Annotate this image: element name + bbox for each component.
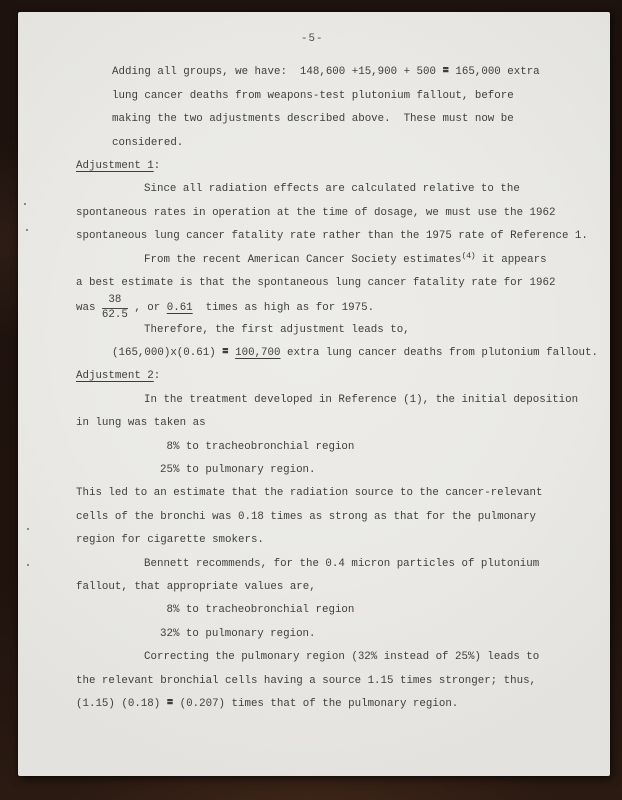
paper-speck: [26, 229, 28, 231]
adj2-line-6: cells of the bronchi was 0.18 times as strong as that for the pulmonary: [76, 510, 537, 523]
approx-equals-sign: =: [166, 697, 174, 710]
adj2-list-item-pulmonary-2: 32% to pulmonary region.: [160, 627, 316, 640]
adj2-line-5: This led to an estimate that the radiation source to the cancer-relevant: [76, 487, 543, 500]
adj1-line-1: Since all radiation effects are calculated relative to the: [144, 183, 520, 196]
heading-adjustment-2: [76, 365, 604, 388]
adj2-line-1: In the treatment developed in Reference (1), the initial deposition: [144, 393, 579, 406]
heading-adjustment-1-label: Adjustment 1: [76, 159, 154, 172]
adj1-line-6-tail: times as high as for 1975.: [192, 302, 375, 315]
adj1-line-8-text: (165,000)x(0.61): [112, 347, 223, 360]
paper-speck: [24, 203, 26, 205]
adj1-line-6-text: was: [76, 302, 102, 315]
text-column: [76, 28, 604, 716]
adj2-list-item-pulmonary: 25% to pulmonary region.: [160, 464, 316, 477]
adj2-line-7: region for cigarette smokers.: [76, 534, 264, 547]
paper-speck: [27, 528, 29, 530]
underlined-ratio-value: 0.61: [166, 302, 193, 315]
adj1-line-7: Therefore, the first adjustment leads to,: [144, 323, 410, 336]
approx-equals-sign: =: [222, 347, 229, 360]
heading-adjustment-2-label: Adjustment 2: [76, 370, 154, 383]
intro-line-1: [76, 61, 604, 84]
adj1-line-8: [76, 342, 604, 365]
adj2-line-8: Bennett recommends, for the 0.4 micron particles of plutonium: [144, 557, 540, 570]
intro-line-1-text: Adding all groups, we have: 148,600 +15,900 + 500: [112, 66, 443, 79]
adj2-list-item-tracheobronchial: 8% to tracheobronchial region: [160, 440, 355, 453]
fraction-denominator: 62.5: [101, 309, 128, 322]
adj1-line-6: [76, 294, 604, 322]
adj1-line-5: a best estimate is that the spontaneous lung cancer fatality rate for 1962: [76, 276, 556, 289]
adj1-line-2: spontaneous rates in operation at the time of dosage, we must use the 1962: [76, 206, 556, 219]
document-page: [18, 12, 610, 776]
intro-line-3: making the two adjustments described above. These must now be: [112, 113, 514, 126]
intro-line-1-tail: 165,000 extra: [448, 66, 540, 79]
fraction-numerator: 38: [102, 295, 128, 308]
intro-line-2: lung cancer deaths from weapons-test plutonium fallout, before: [112, 89, 514, 102]
page-number: -5-: [301, 33, 324, 45]
adj1-line-4: [76, 249, 604, 272]
heading-adjustment-1: [76, 155, 604, 178]
fraction-38-over-62point5: [102, 295, 128, 321]
adj2-line-14-text: (1.15) (0.18): [76, 697, 167, 710]
intro-line-4: considered.: [112, 136, 184, 149]
adj1-line-4-tail: it appears: [475, 253, 547, 266]
heading-adjustment-1-colon: :: [153, 159, 161, 172]
adj1-line-6-mid: , or: [127, 302, 167, 315]
adj2-list-item-tracheobronchial-2: 8% to tracheobronchial region: [160, 604, 355, 617]
adj2-line-12: Correcting the pulmonary region (32% instead of 25%) leads to: [144, 651, 540, 664]
adj1-line-4-text: From the recent American Cancer Society estimates: [144, 253, 462, 266]
adj2-line-14: [76, 693, 604, 716]
paper-speck: [27, 564, 29, 566]
adj1-line-3: spontaneous lung cancer fatality rate rather than the 1975 rate of Reference 1.: [76, 230, 588, 243]
adj2-line-9: fallout, that appropriate values are,: [76, 580, 316, 593]
adj2-line-14-tail: (0.207) times that of the pulmonary region.: [173, 697, 459, 710]
adj2-line-2: in lung was taken as: [76, 417, 206, 430]
heading-adjustment-2-colon: :: [153, 370, 161, 383]
approx-equals-sign: =: [442, 66, 449, 79]
adj2-line-13: the relevant bronchial cells having a source 1.15 times stronger; thus,: [76, 674, 537, 687]
underlined-result-value: 100,700: [235, 347, 281, 360]
adj1-line-8-tail: extra lung cancer deaths from plutonium fallout.: [280, 347, 598, 360]
citation-superscript-4: (4): [461, 250, 476, 261]
